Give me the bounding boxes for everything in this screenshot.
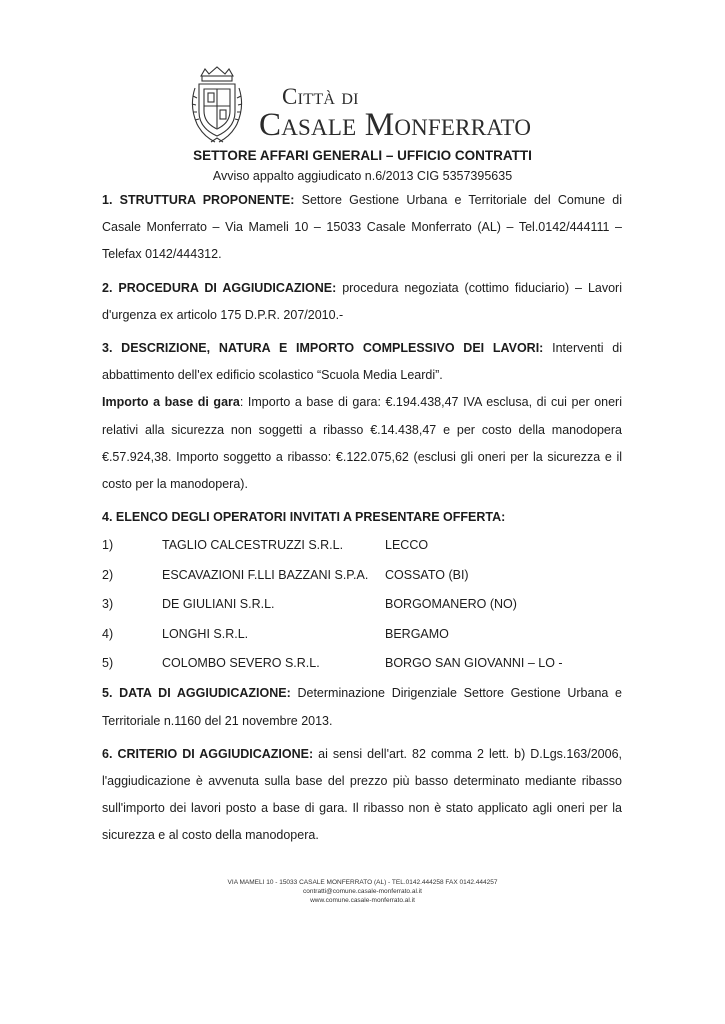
section-1 (102, 187, 622, 269)
section-6 (102, 741, 622, 850)
footer-website: www.comune.casale-monferrato.al.it (310, 897, 415, 904)
section-5-title: 5. DATA DI AGGIUDICAZIONE: (102, 686, 291, 701)
operator-name: LONGHI S.R.L. (162, 626, 249, 641)
operator-number: 4) (102, 626, 114, 641)
section-2-title: 2. PROCEDURA DI AGGIUDICAZIONE: (102, 280, 337, 295)
importo-paragraph (102, 389, 622, 498)
section-3 (102, 335, 622, 389)
operator-name: COLOMBO SEVERO S.R.L. (162, 656, 320, 670)
city-coat-of-arms-icon (187, 66, 247, 146)
document-body (102, 187, 622, 856)
section-2-text: procedura negoziata (cottimo fiduciario) – Lavori d'urgenza ex articolo 175 D.P.R. 207/2010.- (102, 280, 622, 322)
notice-subtitle: Avviso appalto aggiudicato n.6/2013 CIG 5357395635 (212, 169, 513, 183)
list-item (102, 590, 622, 619)
operator-number: 2) (102, 567, 114, 582)
section-1-title: 1. STRUTTURA PROPONENTE: (102, 193, 295, 207)
operator-name: ESCAVAZIONI F.LLI BAZZANI S.P.A. (162, 567, 369, 582)
operator-name: TAGLIO CALCESTRUZZI S.R.L. (162, 538, 344, 553)
footer-address: VIA MAMELI 10 - 15033 CASALE MONFERRATO (AL) - TEL.0142.444258 FAX 0142.444257 (227, 879, 498, 886)
sector-title: SETTORE AFFARI GENERALI – UFFICIO CONTRATTI (193, 148, 532, 163)
operator-name: DE GIULIANI S.R.L. (162, 597, 275, 612)
operator-number: 3) (102, 597, 114, 612)
footer-email: contratti@comune.casale-monferrato.al.it (303, 888, 422, 895)
operator-number: 5) (102, 656, 114, 670)
list-item (102, 620, 622, 649)
operator-city: BORGO SAN GIOVANNI – LO - (385, 656, 563, 670)
city-name-line1: Città di (282, 84, 359, 109)
operator-number: 1) (102, 538, 114, 553)
section-5 (102, 680, 622, 734)
section-3-text: Interventi di abbattimento dell'ex edificio scolastico “Scuola Media Leardi”. (102, 341, 622, 383)
list-item (102, 531, 622, 560)
operator-city: LECCO (385, 538, 429, 553)
operators-list (102, 531, 622, 678)
operator-city: BORGOMANERO (NO) (385, 597, 517, 612)
list-item (102, 561, 622, 590)
section-6-text: ai sensi dell'art. 82 comma 2 lett. b) D.Lgs.163/2006, l'aggiudicazione è avvenuta sulla base del prezzo più basso determinato mediante ribasso sull'importo dei lavori posto a base di gara. Il ribasso non è stato applicato agli oneri per la sicurezza e al costo della manodopera. (102, 746, 622, 843)
section-1-text: Settore Gestione Urbana e Territoriale del Comune di Casale Monferrato – Via Mameli 10 – 15033 Casale Monferrato (AL) – Tel.0142/444111 – Telefax 0142/444312. (102, 193, 623, 262)
section-5-text: Determinazione Dirigenziale Settore Gestione Urbana e Territoriale n.1160 del 21 novembre 2013. (102, 686, 622, 728)
section-3-title: 3. DESCRIZIONE, NATURA E IMPORTO COMPLESSIVO DEI LAVORI: (102, 341, 544, 356)
operator-city: COSSATO (BI) (385, 567, 469, 582)
operator-city: BERGAMO (385, 626, 449, 641)
section-2 (102, 275, 622, 329)
importo-title: Importo a base di gara (102, 395, 240, 410)
section-6-title: 6. CRITERIO DI AGGIUDICAZIONE: (102, 746, 314, 761)
section-4-title: 4. ELENCO DEGLI OPERATORI INVITATI A PRESENTARE OFFERTA: (102, 510, 506, 525)
list-item (102, 649, 622, 678)
importo-text: : Importo a base di gara: €.194.438,47 IVA esclusa, di cui per oneri relativi alla sicurezza non soggetti a ribasso €.14.438,47 e per costo della manodopera €.57.924,38. Importo soggetto a ribasso: €.122.075,62 (esclusi gli oneri per la sicurezza e il costo per la manodopera). (102, 395, 622, 492)
city-name-line2: Casale Monferrato (259, 107, 532, 143)
section-4 (102, 504, 622, 531)
